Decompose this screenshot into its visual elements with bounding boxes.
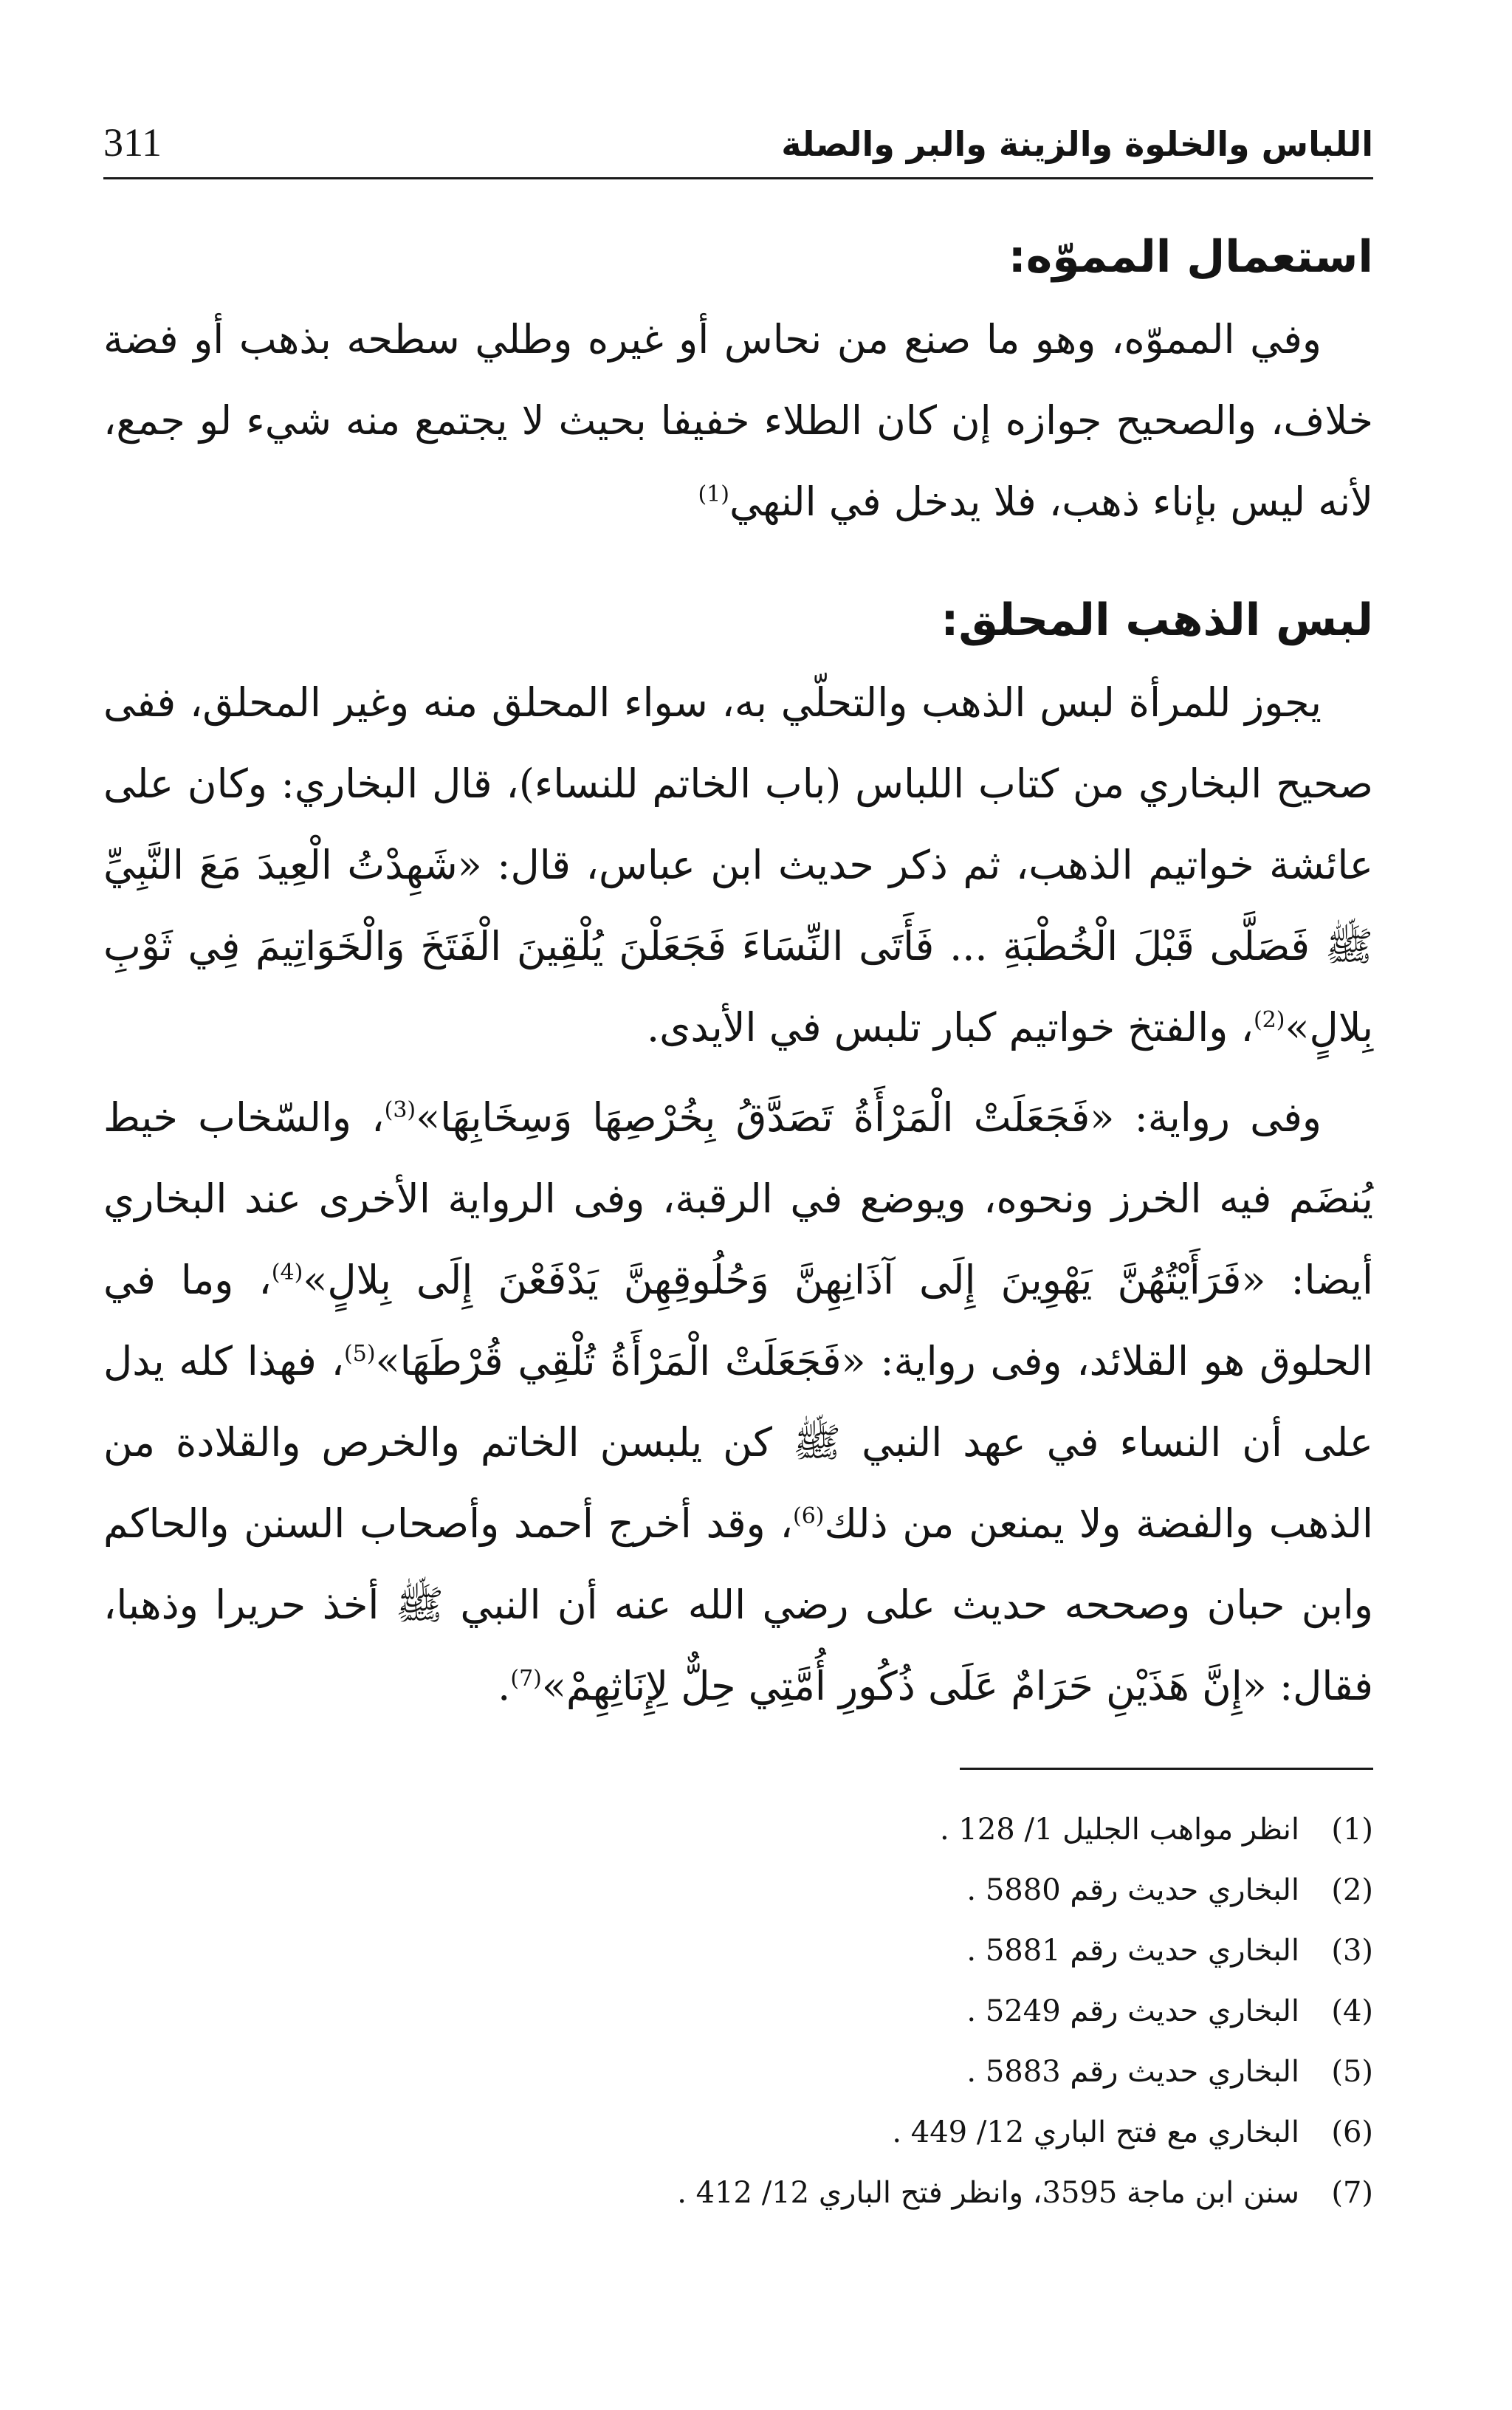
section-heading-ringed-gold: لبس الذهب المحلق: bbox=[941, 594, 1373, 646]
section-heading-gilded: استعمال المموّه: bbox=[1008, 231, 1373, 283]
paragraph-gilded bbox=[103, 299, 1373, 543]
paragraph-text: وفى رواية: «فَجَعَلَتْ الْمَرْأَةُ تَصَدَّقُ بِخُرْصِهَا وَسِخَابِهَا» bbox=[416, 1094, 1322, 1141]
footnote-ref: (6) bbox=[792, 1503, 825, 1529]
paragraph-text: ، والسّخاب خيط يُنضَم فيه الخرز ونحوه، ويوضع في الرقبة، وفى الرواية الأخرى عند البخاري أيضا: «فَرَأَيْتُهُنَّ يَهْوِينَ إِلَى آذَانِهِنَّ وَحُلُوقِهِنَّ يَدْفَعْنَ إِلَى بِلالٍ» bbox=[103, 1094, 1373, 1303]
footnote-number: (5) bbox=[1331, 2055, 1373, 2089]
paragraph-text: ، فهذا كله يدل على أن النساء في عهد النبي ﷺ كن يلبسن الخاتم والخرص والقلادة من الذهب والفضة ولا يمنعن من ذلك bbox=[103, 1338, 1373, 1547]
footnote-text: البخاري حديث رقم 5881 . bbox=[966, 1934, 1299, 1968]
footnote-item bbox=[103, 1799, 1373, 1860]
footnote-number: (4) bbox=[1331, 1994, 1373, 2028]
footnote-item bbox=[103, 2102, 1373, 2163]
footnote-ref: (7) bbox=[510, 1666, 542, 1692]
footnote-number: (3) bbox=[1331, 1934, 1373, 1968]
footnote-item bbox=[103, 1860, 1373, 1920]
running-head bbox=[103, 111, 1373, 179]
footnote-text: سنن ابن ماجة 3595، وانظر فتح الباري 12/ 412 . bbox=[677, 2176, 1299, 2210]
paragraph-text: يجوز للمرأة لبس الذهب والتحلّي به، سواء المحلق منه وغير المحلق، ففى صحيح البخاري من كتاب اللباس (باب الخاتم للنساء)، قال البخاري: وكان على عائشة خواتيم الذهب، ثم ذكر حديث ابن عباس، قال: «شَهِدْتُ الْعِيدَ مَعَ النَّبِيِّ ﷺ فَصَلَّى قَبْلَ الْخُطْبَةِ ... فَأَتَى النِّسَاءَ فَجَعَلْنَ يُلْقِينَ الْفَتَخَ وَالْخَوَاتِيمَ فِي ثَوْبِ بِلالٍ» bbox=[103, 679, 1373, 1051]
paragraph-text: ، وقد أخرج أحمد وأصحاب السنن والحاكم وابن حبان وصححه حديث على رضي الله عنه أن النبي ﷺ أخذ حريرا وذهبا، فقال: «إِنَّ هَذَيْنِ حَرَامٌ عَلَى ذُكُورِ أُمَّتِي حِلٌّ لِإِنَاثِهِمْ» bbox=[103, 1500, 1373, 1709]
footnote-text: البخاري مع فتح الباري 12/ 449 . bbox=[892, 2115, 1299, 2149]
footnote-ref: (2) bbox=[1253, 1007, 1285, 1033]
footnote-item bbox=[103, 1981, 1373, 2042]
footnote-list bbox=[103, 1799, 1373, 2223]
paragraph-text: ، وما في الحلوق هو القلائد، وفى رواية: «فَجَعَلَتْ الْمَرْأَةُ تُلْقِي قُرْطَهَا» bbox=[103, 1257, 1373, 1384]
footnote-number: (1) bbox=[1331, 1813, 1373, 1847]
footnote-number: (2) bbox=[1331, 1873, 1373, 1907]
paragraph-text: . bbox=[498, 1663, 511, 1709]
footnote-item bbox=[103, 2042, 1373, 2102]
running-head-title: اللباس والخلوة والزينة والبر والصلة bbox=[781, 124, 1373, 164]
footnote-separator bbox=[960, 1768, 1373, 1770]
paragraph-ringed-gold-2 bbox=[103, 1077, 1373, 1727]
book-page bbox=[103, 111, 1373, 2223]
footnote-text: البخاري حديث رقم 5249 . bbox=[966, 1994, 1299, 2028]
footnote-text: البخاري حديث رقم 5880 . bbox=[966, 1873, 1299, 1907]
footnote-ref: (4) bbox=[271, 1260, 303, 1285]
footnote-number: (7) bbox=[1331, 2176, 1373, 2210]
footnote-ref: (1) bbox=[698, 481, 729, 507]
footnote-number: (6) bbox=[1331, 2115, 1373, 2149]
footnote-item bbox=[103, 2163, 1373, 2223]
paragraph-text: ، والفتخ خواتيم كبار تلبس في الأيدى. bbox=[646, 1004, 1254, 1051]
footnote-text: انظر مواهب الجليل 1/ 128 . bbox=[939, 1813, 1299, 1847]
footnote-ref: (3) bbox=[384, 1097, 416, 1123]
paragraph-ringed-gold-1 bbox=[103, 662, 1373, 1068]
footnote-text: البخاري حديث رقم 5883 . bbox=[966, 2055, 1299, 2089]
footnote-item bbox=[103, 1920, 1373, 1981]
paragraph-text: وفي المموّه، وهو ما صنع من نحاس أو غيره وطلي سطحه بذهب أو فضة خلاف، والصحيح جوازه إن كان الطلاء خفيفا بحيث لا يجتمع منه شيء لو جمع، لأنه ليس بإناء ذهب، فلا يدخل في النهي bbox=[103, 316, 1373, 525]
page-number: 311 bbox=[103, 120, 162, 165]
footnote-ref: (5) bbox=[344, 1341, 376, 1367]
